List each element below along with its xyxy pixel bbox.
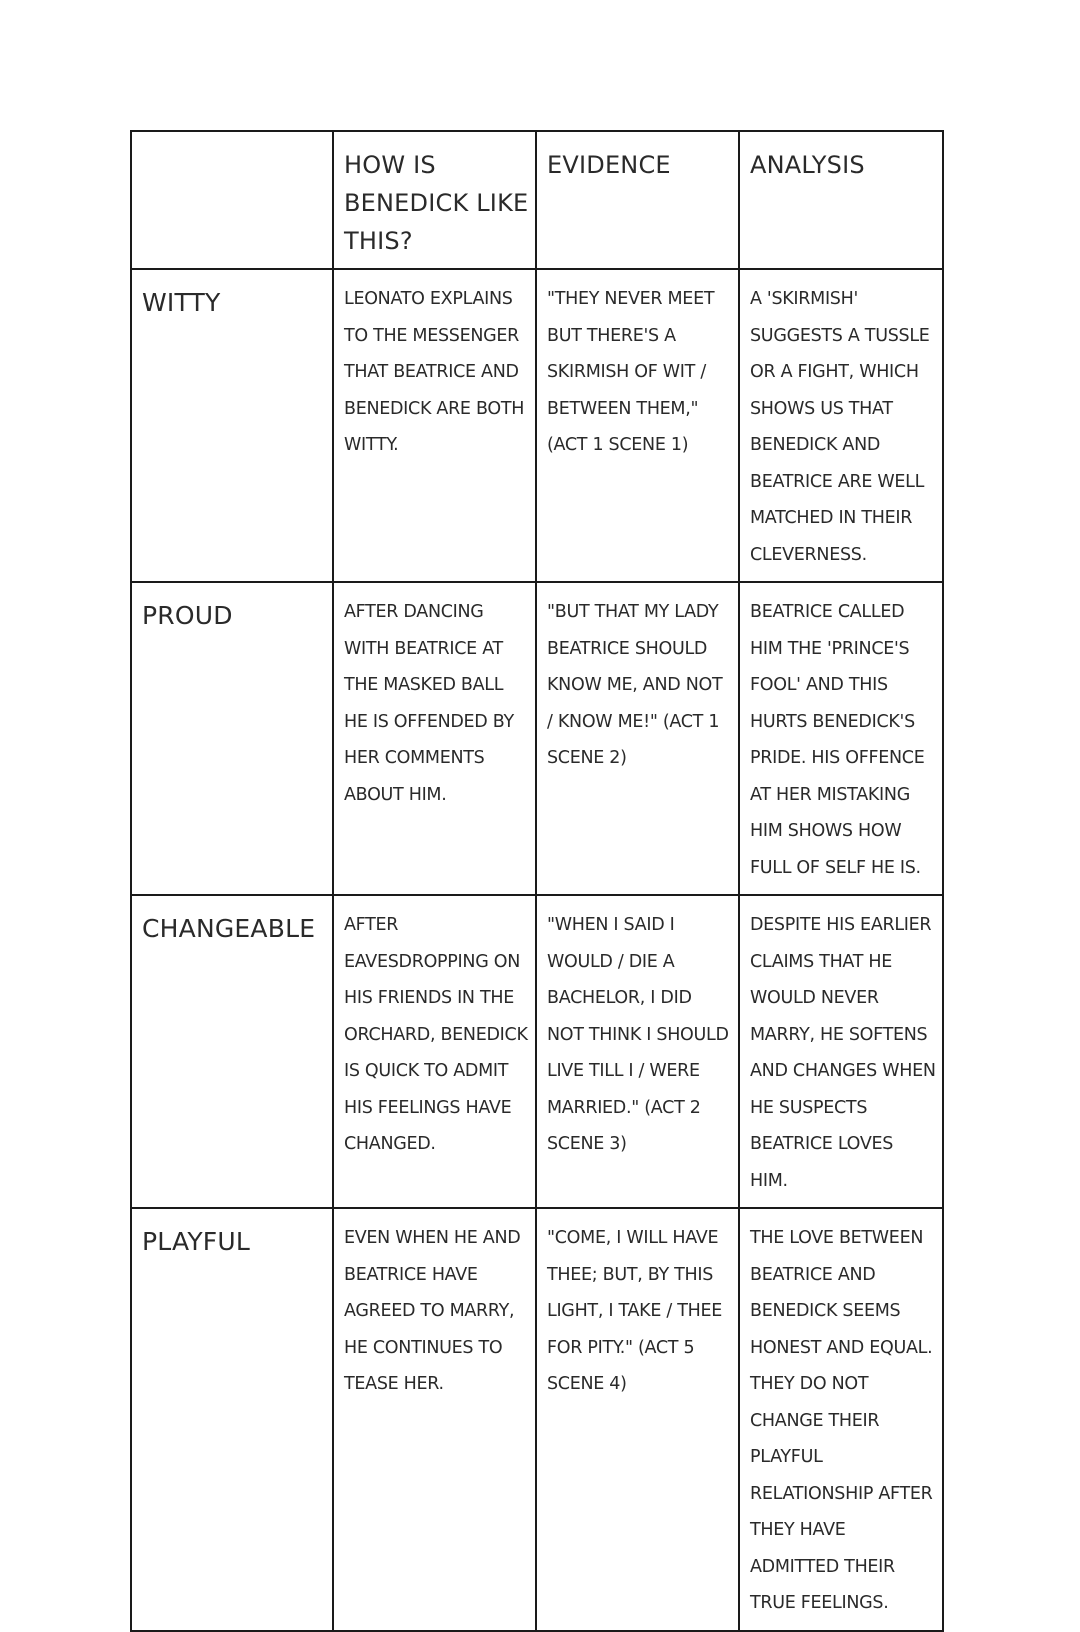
- header-row: [131, 131, 943, 269]
- how-cell: AFTER DANCING WITH BEATRICE AT THE MASKED BALL HE IS OFFENDED BY HER COMMENTS ABOUT HIM.: [333, 582, 536, 895]
- trait-cell: CHANGEABLE: [131, 895, 333, 1208]
- table-row: [131, 582, 943, 895]
- analysis-cell: THE LOVE BETWEEN BEATRICE AND BENEDICK SEEMS HONEST AND EQUAL. THEY DO NOT CHANGE THEIR PLAYFUL RELATIONSHIP AFTER THEY HAVE ADMITTED THEIR TRUE FEELINGS.: [739, 1208, 943, 1631]
- header-cell-trait: [131, 131, 333, 269]
- how-cell: AFTER EAVESDROPPING ON HIS FRIENDS IN THE ORCHARD, BENEDICK IS QUICK TO ADMIT HIS FEELINGS HAVE CHANGED.: [333, 895, 536, 1208]
- header-cell-how: HOW IS BENEDICK LIKE THIS?: [333, 131, 536, 269]
- analysis-cell: BEATRICE CALLED HIM THE 'PRINCE'S FOOL' AND THIS HURTS BENEDICK'S PRIDE. HIS OFFENCE AT HER MISTAKING HIM SHOWS HOW FULL OF SELF HE IS.: [739, 582, 943, 895]
- table-row: [131, 1208, 943, 1631]
- evidence-cell: "WHEN I SAID I WOULD / DIE A BACHELOR, I DID NOT THINK I SHOULD LIVE TILL I / WERE MARRIED." (ACT 2 SCENE 3): [536, 895, 739, 1208]
- header-cell-analysis: ANALYSIS: [739, 131, 943, 269]
- analysis-cell: DESPITE HIS EARLIER CLAIMS THAT HE WOULD NEVER MARRY, HE SOFTENS AND CHANGES WHEN HE SUSPECTS BEATRICE LOVES HIM.: [739, 895, 943, 1208]
- trait-cell: PLAYFUL: [131, 1208, 333, 1631]
- table-row: [131, 895, 943, 1208]
- trait-cell: WITTY: [131, 269, 333, 582]
- table-row: [131, 269, 943, 582]
- evidence-cell: "BUT THAT MY LADY BEATRICE SHOULD KNOW ME, AND NOT / KNOW ME!" (ACT 1 SCENE 2): [536, 582, 739, 895]
- how-cell: EVEN WHEN HE AND BEATRICE HAVE AGREED TO MARRY, HE CONTINUES TO TEASE HER.: [333, 1208, 536, 1631]
- character-trait-table: [130, 130, 944, 1632]
- trait-cell: PROUD: [131, 582, 333, 895]
- analysis-cell: A 'SKIRMISH' SUGGESTS A TUSSLE OR A FIGHT, WHICH SHOWS US THAT BENEDICK AND BEATRICE ARE WELL MATCHED IN THEIR CLEVERNESS.: [739, 269, 943, 582]
- header-cell-evidence: EVIDENCE: [536, 131, 739, 269]
- evidence-cell: "THEY NEVER MEET BUT THERE'S A SKIRMISH OF WIT / BETWEEN THEM," (ACT 1 SCENE 1): [536, 269, 739, 582]
- evidence-cell: "COME, I WILL HAVE THEE; BUT, BY THIS LIGHT, I TAKE / THEE FOR PITY." (ACT 5 SCENE 4): [536, 1208, 739, 1631]
- how-cell: LEONATO EXPLAINS TO THE MESSENGER THAT BEATRICE AND BENEDICK ARE BOTH WITTY.: [333, 269, 536, 582]
